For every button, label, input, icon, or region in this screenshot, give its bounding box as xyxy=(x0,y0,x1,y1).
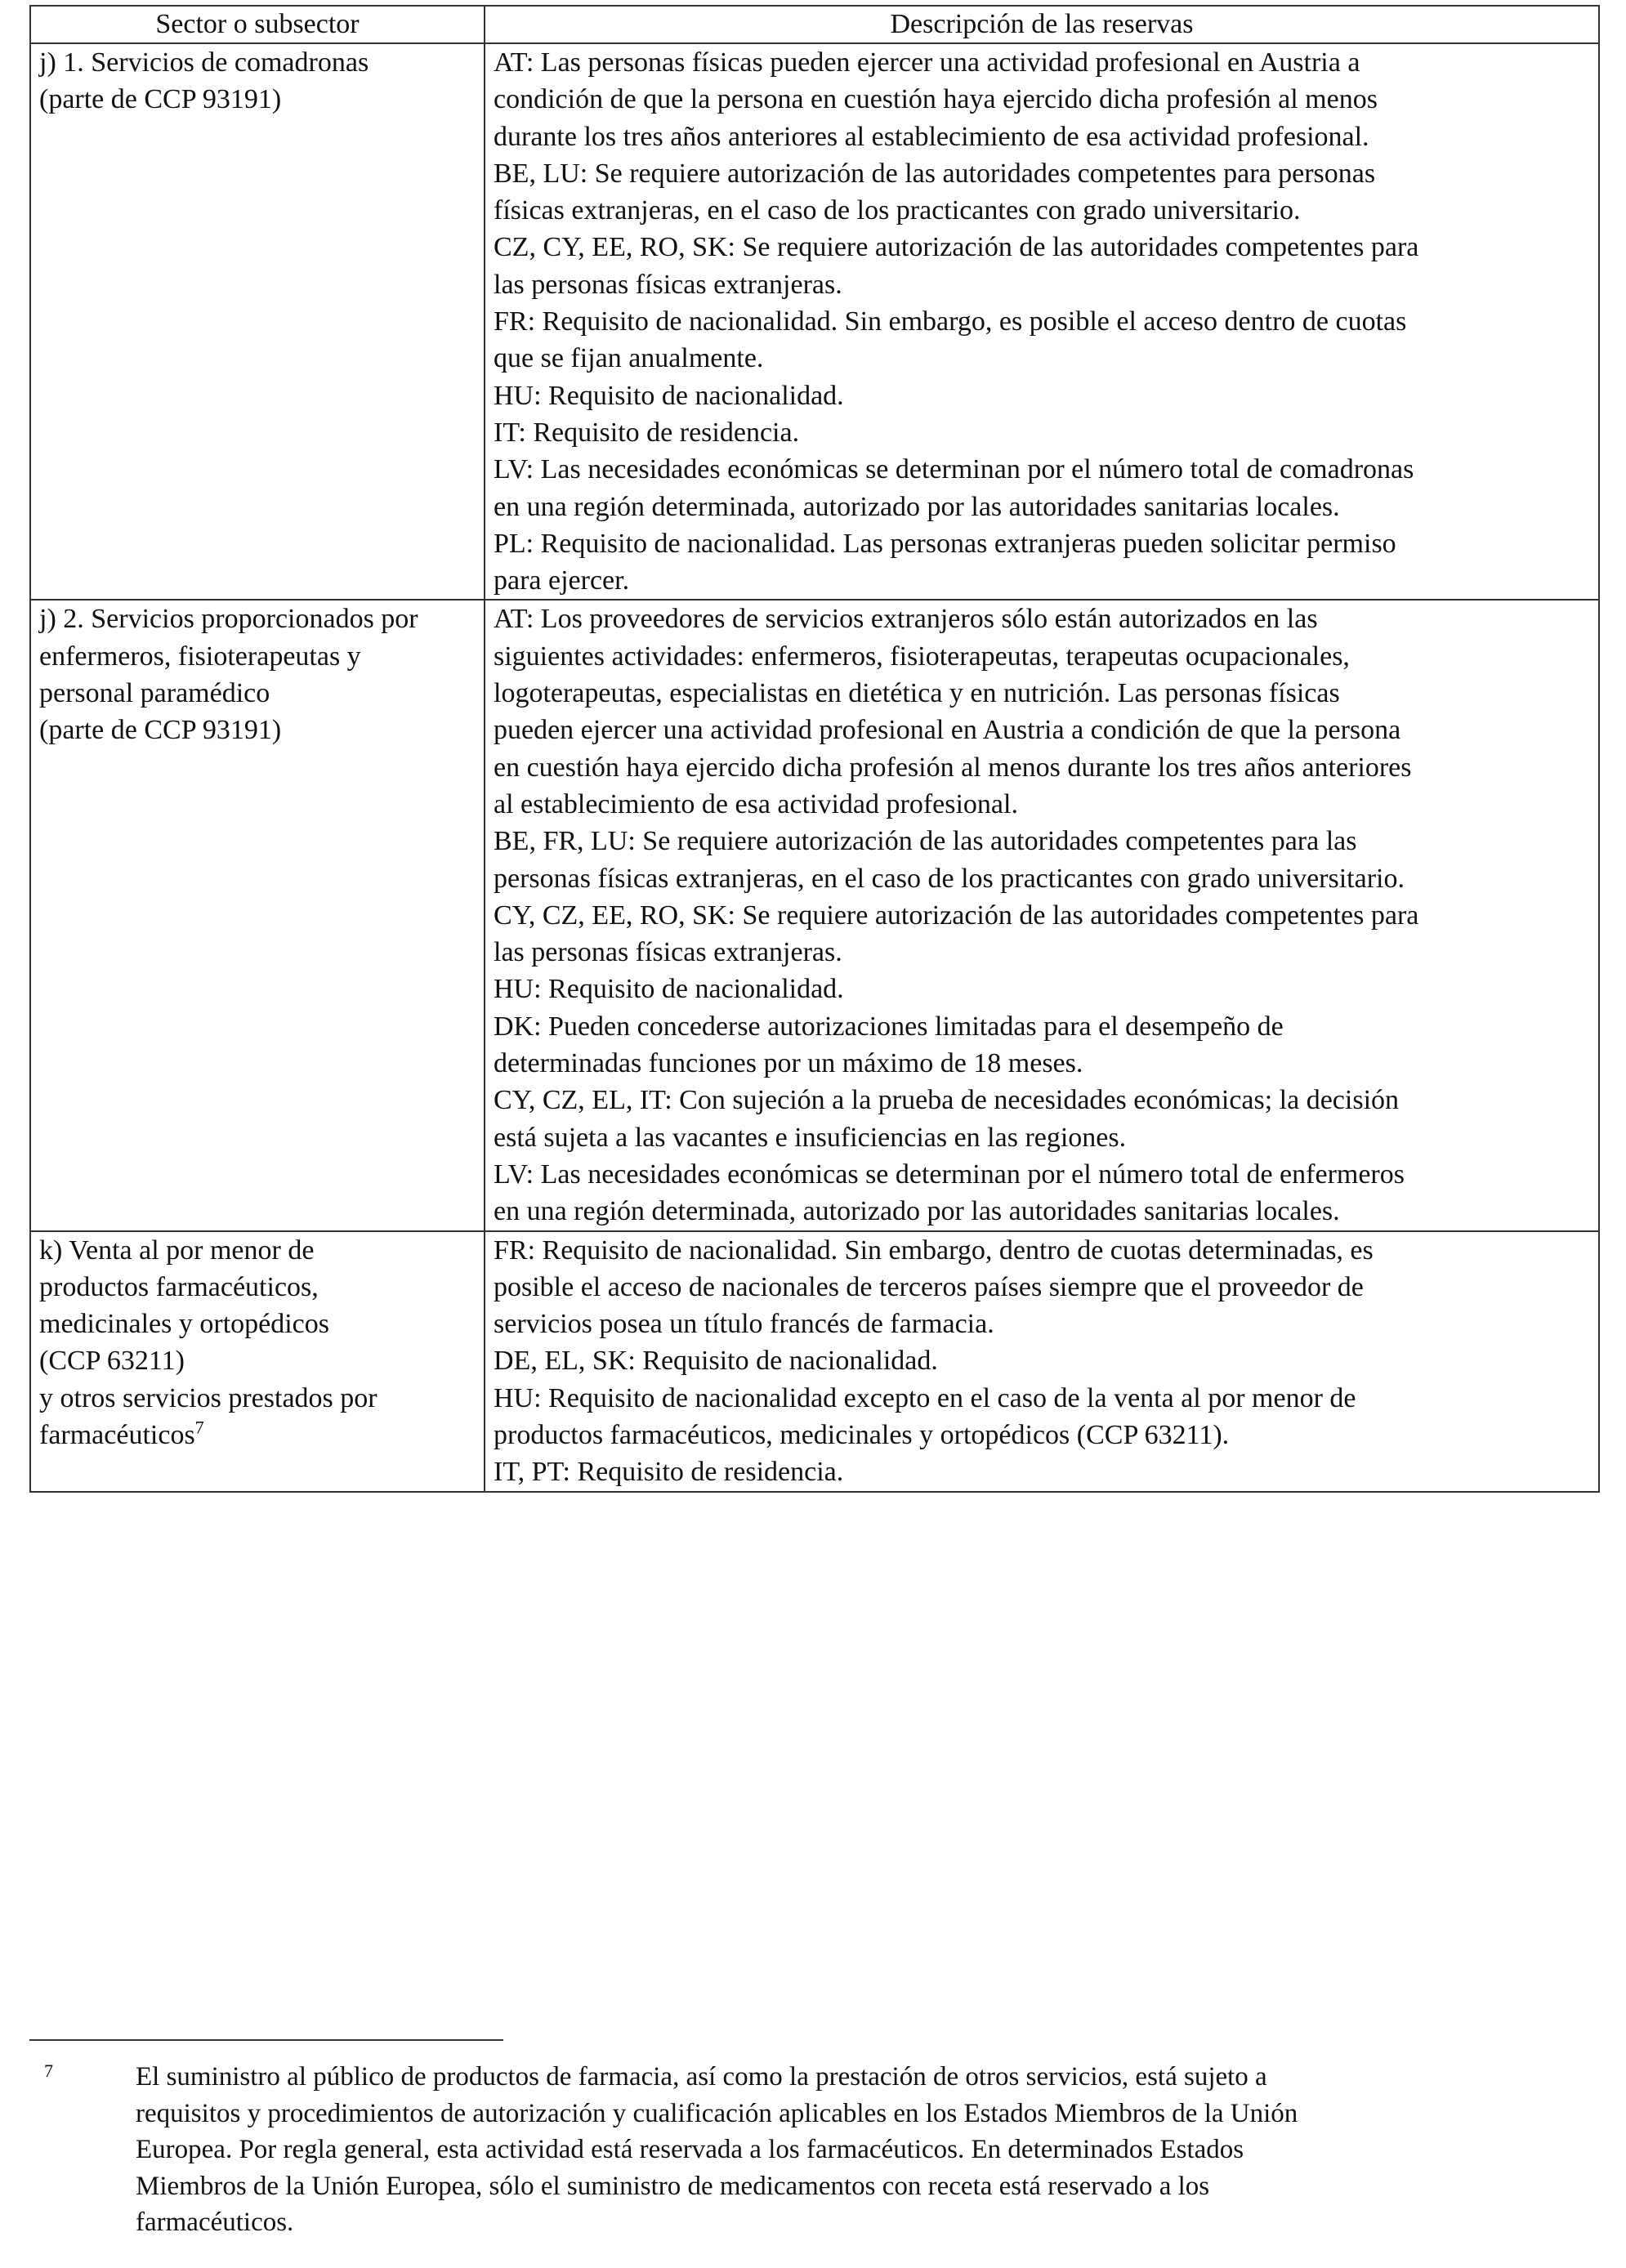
footnote-ref[interactable]: 7 xyxy=(194,1417,204,1438)
description-line: logoterapeutas, especialistas en dietética y en nutrición. Las personas físicas xyxy=(494,678,1340,709)
description-cell xyxy=(485,600,1599,1230)
description-line: condición de que la persona en cuestión haya ejercido dicha profesión al menos xyxy=(494,84,1378,115)
footnote-line: El suministro al público de productos de farmacia, así como la prestación de otros servicios, está sujeto a xyxy=(136,2062,1267,2092)
description-line: BE, LU: Se requiere autorización de las autoridades competentes para personas xyxy=(494,158,1376,189)
footnote-line: Miembros de la Unión Europea, sólo el suministro de medicamentos con receta está reservado a los xyxy=(136,2171,1210,2201)
footnote-divider xyxy=(29,2039,503,2041)
description-line: BE, FR, LU: Se requiere autorización de las autoridades competentes para las xyxy=(494,826,1357,857)
description-line: servicios posea un título francés de farmacia. xyxy=(494,1309,994,1340)
header-description: Descripción de las reservas xyxy=(485,6,1599,43)
footnote-line: requisitos y procedimientos de autorización y cualificación aplicables en los Estados Miembros de la Unión xyxy=(136,2098,1298,2128)
sector-line-text: k) Venta al por menor de xyxy=(39,1234,315,1266)
footnote-line: Europea. Por regla general, esta actividad está reservada a los farmacéuticos. En determinados Estados xyxy=(136,2135,1244,2164)
sector-line xyxy=(39,1269,476,1306)
sector-line-text: (CCP 63211) xyxy=(39,1346,185,1377)
sector-line-text: enfermeros, fisioterapeutas y xyxy=(39,641,361,672)
description-line: personas físicas extranjeras, en el caso de los practicantes con grado universitario. xyxy=(494,863,1405,894)
sector-line-text: medicinales y ortopédicos xyxy=(39,1309,330,1340)
sector-cell xyxy=(30,1231,485,1492)
description-line: productos farmacéuticos, medicinales y ortopédicos (CCP 63211). xyxy=(494,1419,1230,1450)
sector-line-text: j) 2. Servicios proporcionados por xyxy=(39,604,418,635)
description-line: siguientes actividades: enfermeros, fisioterapeutas, terapeutas ocupacionales, xyxy=(494,641,1350,672)
description-line: IT: Requisito de residencia. xyxy=(494,417,800,448)
description-line: CZ, CY, EE, RO, SK: Se requiere autorización de las autoridades competentes para xyxy=(494,232,1419,263)
reserves-table xyxy=(29,5,1600,1493)
description-line: físicas extranjeras, en el caso de los practicantes con grado universitario. xyxy=(494,195,1301,226)
description-cell xyxy=(485,1231,1599,1492)
description-line: LV: Las necesidades económicas se determinan por el número total de enfermeros xyxy=(494,1159,1405,1190)
description-line: DE, EL, SK: Requisito de nacionalidad. xyxy=(494,1346,938,1377)
description-line: en cuestión haya ejercido dicha profesión al menos durante los tres años anteriores xyxy=(494,752,1412,783)
description-line: durante los tres años anteriores al establecimiento de esa actividad profesional. xyxy=(494,121,1369,152)
sector-line xyxy=(39,1232,476,1269)
footnote-line: farmacéuticos. xyxy=(136,2208,294,2237)
description-line: que se fijan anualmente. xyxy=(494,343,764,374)
sector-line-text: farmacéuticos xyxy=(39,1419,195,1450)
description-line: AT: Los proveedores de servicios extranjeros sólo están autorizados en las xyxy=(494,604,1318,635)
footnote-number: 7 xyxy=(44,2060,53,2081)
sector-line xyxy=(39,44,476,81)
description-line: LV: Las necesidades económicas se determinan por el número total de comadronas xyxy=(494,454,1414,485)
description-line: AT: Las personas físicas pueden ejercer una actividad profesional en Austria a xyxy=(494,47,1360,78)
description-line: pueden ejercer una actividad profesional en Austria a condición de que la persona xyxy=(494,715,1401,746)
sector-line xyxy=(39,675,476,712)
sector-line-text: y otros servicios prestados por xyxy=(39,1382,377,1413)
table-header-row xyxy=(30,6,1599,43)
description-line: HU: Requisito de nacionalidad. xyxy=(494,974,844,1005)
description-line: está sujeta a las vacantes e insuficiencias en las regiones. xyxy=(494,1122,1127,1153)
description-line: determinadas funciones por un máximo de 18 meses. xyxy=(494,1048,1083,1079)
sector-line-text: productos farmacéuticos, xyxy=(39,1271,319,1302)
table-row xyxy=(30,1231,1599,1492)
sector-line-text: (parte de CCP 93191) xyxy=(39,715,282,746)
description-line: las personas físicas extranjeras. xyxy=(494,269,842,300)
description-line: CY, CZ, EL, IT: Con sujeción a la prueba de necesidades económicas; la decisión xyxy=(494,1085,1400,1116)
footnote-text xyxy=(136,2059,1574,2241)
sector-line xyxy=(39,1380,476,1417)
description-line: para ejercer. xyxy=(494,565,630,596)
description-line: en una región determinada, autorizado por las autoridades sanitarias locales. xyxy=(494,491,1340,522)
sector-line xyxy=(39,81,476,118)
description-line: posible el acceso de nacionales de terceros países siempre que el proveedor de xyxy=(494,1271,1364,1302)
sector-line xyxy=(39,1306,476,1342)
sector-line xyxy=(39,1342,476,1379)
description-line: PL: Requisito de nacionalidad. Las personas extranjeras pueden solicitar permiso xyxy=(494,528,1396,559)
sector-line-text: j) 1. Servicios de comadronas xyxy=(39,47,369,78)
description-line: al establecimiento de esa actividad profesional. xyxy=(494,788,1018,819)
sector-line xyxy=(39,712,476,748)
sector-line xyxy=(39,638,476,675)
description-cell xyxy=(485,43,1599,600)
description-line: HU: Requisito de nacionalidad excepto en el caso de la venta al por menor de xyxy=(494,1382,1356,1413)
sector-line xyxy=(39,600,476,637)
sector-line-text: (parte de CCP 93191) xyxy=(39,84,282,115)
description-line: DK: Pueden concederse autorizaciones limitadas para el desempeño de xyxy=(494,1011,1284,1042)
description-line: FR: Requisito de nacionalidad. Sin embargo, dentro de cuotas determinadas, es xyxy=(494,1234,1374,1266)
description-line: en una región determinada, autorizado por las autoridades sanitarias locales. xyxy=(494,1196,1340,1227)
description-line: CY, CZ, EE, RO, SK: Se requiere autorización de las autoridades competentes para xyxy=(494,900,1419,931)
sector-cell xyxy=(30,43,485,600)
description-line: HU: Requisito de nacionalidad. xyxy=(494,380,844,411)
description-line: FR: Requisito de nacionalidad. Sin embargo, es posible el acceso dentro de cuotas xyxy=(494,306,1407,337)
sector-line-text: personal paramédico xyxy=(39,678,270,709)
description-line: IT, PT: Requisito de residencia. xyxy=(494,1457,844,1488)
description-line: las personas físicas extranjeras. xyxy=(494,937,842,968)
header-sector: Sector o subsector xyxy=(30,6,485,43)
table-row xyxy=(30,43,1599,600)
sector-cell xyxy=(30,600,485,1230)
sector-line xyxy=(39,1417,476,1453)
table-row xyxy=(30,600,1599,1230)
